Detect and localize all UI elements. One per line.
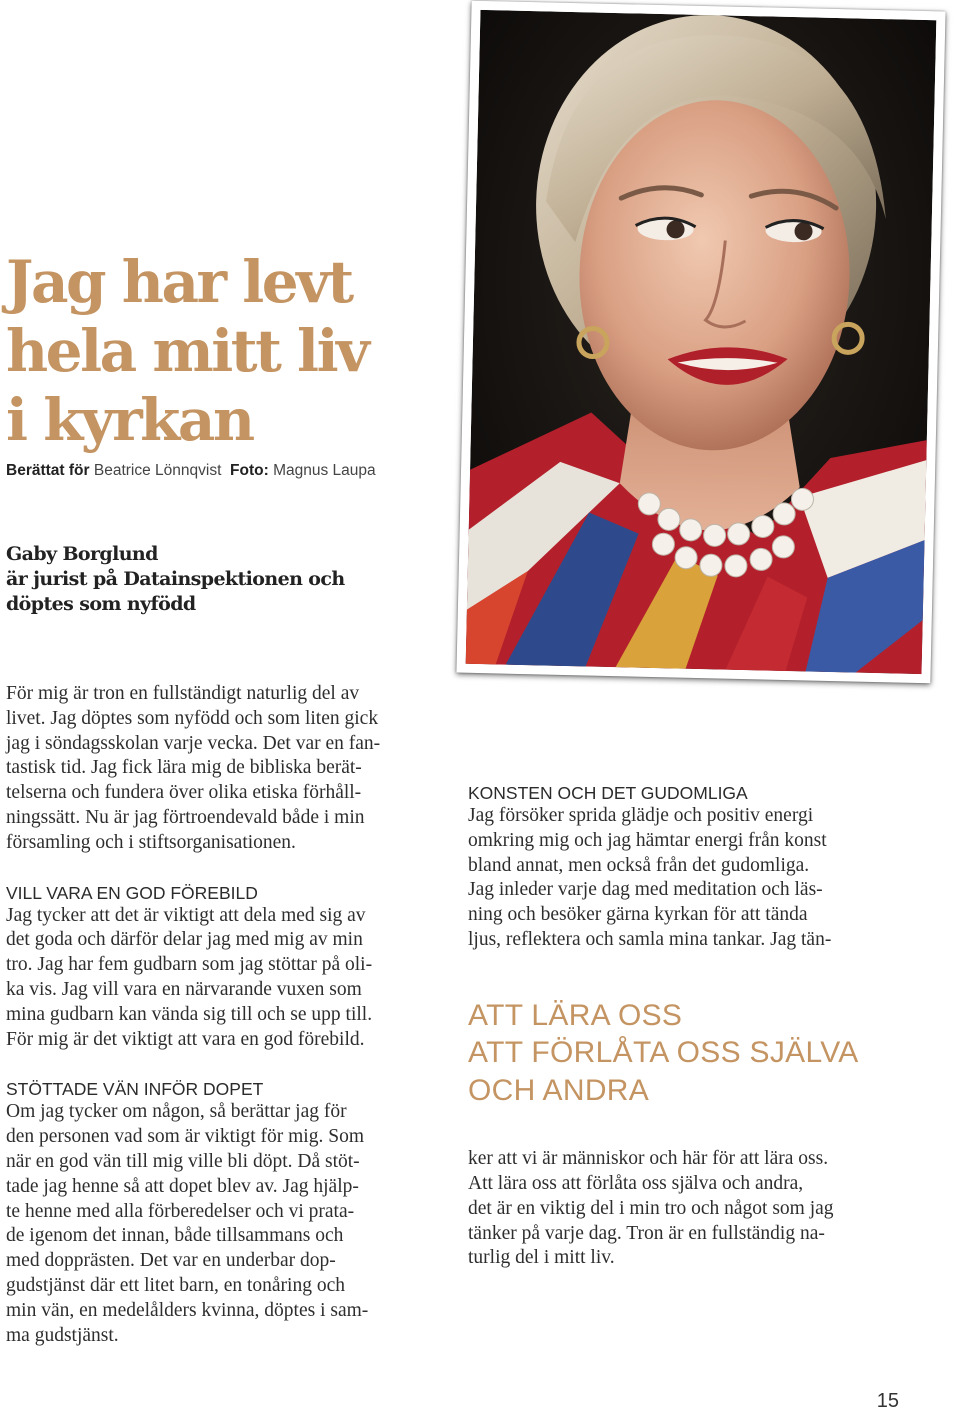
pull-quote-line: OCH ANDRA [468,1073,650,1107]
intro-line: Gaby Borglund [6,543,158,565]
left-column [6,682,446,1348]
text-line: ma gudstjänst. [6,1324,119,1346]
text-line: bland annat, men också från det gudomliga. [468,854,810,876]
text-line: livet. Jag döptes som nyfödd och som liten gick [6,707,379,729]
pull-quote [468,997,928,1110]
text-line: det goda och därför delar jag med mig av min [6,929,363,951]
text-line: Jag inleder varje dag med meditation och läs- [468,879,823,901]
text-line: när en god vän till mig ville bli döpt. Då stöt- [6,1150,360,1172]
headline-line: Jag har levt [6,248,352,316]
text-line: tade jag henne så att dopet blev av. Jag hjälp- [6,1175,359,1197]
headline-line: i kyrkan [6,386,253,454]
section-heading: KONSTEN OCH DET GUDOMLIGA [468,783,748,803]
text-line: de igenom det innan, både tillsammans och [6,1225,344,1247]
text-line: den personen vad som är viktigt för mig. Som [6,1126,364,1148]
pull-quote-line: ATT LÄRA OSS [468,998,683,1032]
text-line: omkring mig och jag hämtar energi från konst [468,829,827,851]
pull-quote-line: ATT FÖRLÅTA OSS SJÄLVA [468,1036,859,1070]
author-name: Beatrice Lönnqvist [93,462,222,479]
text-line: te henne med alla förberedelser och vi prata- [6,1200,355,1222]
text-line: mina gudbarn kan vända sig till och se upp till. [6,1003,373,1025]
text-line: Om jag tycker om någon, så berättar jag för [6,1101,347,1123]
text-line: jag i söndagsskolan varje vecka. Det var en fan- [6,732,381,754]
intro [6,542,345,617]
text-line: För mig är tron en fullständigt naturlig del av [6,683,360,704]
headline-line: hela mitt liv [6,317,368,385]
headline [6,248,367,455]
portrait-photo [456,1,945,684]
text-line: det är en viktig del i min tro och något som jag [468,1197,834,1219]
intro-line: döptes som nyfödd [6,593,196,615]
section-heading: VILL VARA EN GOD FÖREBILD [6,882,258,903]
body-paragraph [6,904,446,1053]
byline [6,462,376,480]
text-line: turlig del i mitt liv. [468,1247,615,1269]
body-paragraph [468,1147,928,1271]
text-line: min vän, en medelålders kvinna, döptes i sam- [6,1299,369,1321]
told-label: Berättat för [6,462,90,479]
text-line: ningssätt. Nu är jag förtroendevald både i min [6,806,365,828]
text-line: gudstjänst där ett litet barn, en tonåring och [6,1274,345,1296]
text-line: med dopprästen. Det var en underbar dop- [6,1250,336,1272]
text-line: ka vis. Jag vill vara en närvarande vuxen som [6,978,362,1000]
text-line: Jag försöker sprida glädje och positiv energi [468,805,814,826]
photographer-name: Magnus Laupa [273,462,376,479]
body-paragraph [468,804,928,953]
text-line: församling och i stiftsorganisationen. [6,831,296,853]
right-column [468,782,928,1271]
text-line: ker att vi är människor och här för att lära oss. [468,1148,829,1170]
section-heading: STÖTTADE VÄN INFÖR DOPET [6,1079,264,1100]
portrait-illustration [466,10,937,674]
text-line: Att lära oss att förlåta oss själva och andra, [468,1173,804,1195]
intro-line: är jurist på Datainspektionen och [6,568,345,590]
text-line: tastisk tid. Jag fick lära mig de bibliska berät- [6,757,362,779]
text-line: Jag tycker att det är viktigt att dela med sig av [6,904,366,926]
photo-label: Foto: [230,462,269,479]
body-paragraph [6,682,446,856]
text-line: ljus, reflektera och samla mina tankar. Jag tän- [468,928,832,950]
text-line: För mig är det viktigt att vara en god förebild. [6,1028,365,1050]
page-number: 15 [876,1390,899,1412]
text-line: tänker på varje dag. Tron är en fullständig na- [468,1222,825,1244]
body-paragraph [6,1100,446,1348]
text-line: telserna och fundera över olika etiska förhåll- [6,782,362,804]
text-line: ning och besöker gärna kyrkan för att tända [468,904,808,926]
text-line: tro. Jag har fem gudbarn som jag stöttar på oli- [6,954,373,976]
